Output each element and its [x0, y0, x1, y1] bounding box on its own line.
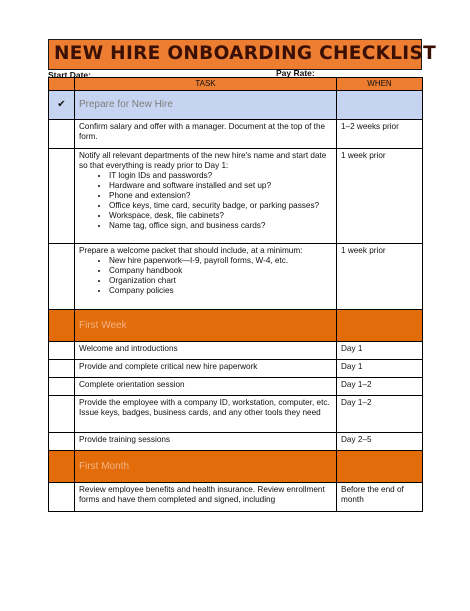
- header-check-cell: [49, 78, 75, 91]
- task-cell: Provide the employee with a company ID, workstation, computer, etc. Issue keys, badges, business cards, and any other tools they need: [75, 396, 337, 433]
- table-row: [49, 360, 423, 378]
- task-text: Prepare a welcome packet that should include, at a minimum:: [79, 246, 303, 255]
- list-item: • Phone and extension?: [109, 191, 332, 201]
- list-item: • Workspace, desk, file cabinets?: [109, 211, 332, 221]
- task-cell: [75, 244, 337, 310]
- list-item: • Organization chart: [109, 276, 332, 286]
- task-cell: Review employee benefits and health insurance. Review enrollment forms and have them completed and signed, including: [75, 483, 337, 512]
- task-cell: [75, 149, 337, 244]
- when-cell: Day 2–5: [337, 433, 423, 451]
- table-header-row: [49, 78, 423, 91]
- section-row-prepare: [49, 91, 423, 120]
- when-cell: Day 1: [337, 360, 423, 378]
- when-cell: Before the end of month: [337, 483, 423, 512]
- table-row: [49, 149, 423, 244]
- header-when: WHEN: [337, 78, 423, 91]
- section-empty-cell: [337, 91, 423, 120]
- list-item: • New hire paperwork—I-9, payroll forms, W-4, etc.: [109, 256, 332, 266]
- section-label-first-month: First Month: [75, 451, 337, 483]
- list-item: • Company policies: [109, 286, 332, 296]
- task-item-list: [79, 171, 332, 231]
- title-banner: [48, 39, 437, 70]
- list-item: • Hardware and software installed and set up?: [109, 181, 332, 191]
- check-cell: [49, 342, 75, 360]
- section-empty-cell: [337, 310, 423, 342]
- section-row-first-week: [49, 310, 423, 342]
- table-row: [49, 342, 423, 360]
- list-item: • Office keys, time card, security badge, or parking passes?: [109, 201, 332, 211]
- task-cell: Complete orientation session: [75, 378, 337, 396]
- check-cell: [49, 244, 75, 310]
- section-label-prepare: Prepare for New Hire: [75, 91, 337, 120]
- checkmark-icon: ✔: [49, 91, 75, 120]
- when-cell: 1 week prior: [337, 244, 423, 310]
- when-cell: 1–2 weeks prior: [337, 120, 423, 149]
- list-item: • IT login IDs and passwords?: [109, 171, 332, 181]
- table-row: [49, 378, 423, 396]
- section-empty-cell: [49, 310, 75, 342]
- check-cell: [49, 378, 75, 396]
- section-empty-cell: [49, 451, 75, 483]
- header-task: TASK: [75, 78, 337, 91]
- table-row: [49, 244, 423, 310]
- check-cell: [49, 396, 75, 433]
- start-date-label: Start Date:: [48, 71, 91, 77]
- table-row: [49, 433, 423, 451]
- check-cell: [49, 483, 75, 512]
- when-cell: 1 week prior: [337, 149, 423, 244]
- check-cell: [49, 120, 75, 149]
- list-item: • Company handbook: [109, 266, 332, 276]
- task-cell: Welcome and introductions: [75, 342, 337, 360]
- list-item: • Name tag, office sign, and business cards?: [109, 221, 332, 231]
- table-row: [49, 483, 423, 512]
- task-cell: Provide and complete critical new hire paperwork: [75, 360, 337, 378]
- section-label-first-week: First Week: [75, 310, 337, 342]
- when-cell: Day 1–2: [337, 378, 423, 396]
- task-cell: Provide training sessions: [75, 433, 337, 451]
- when-cell: Day 1: [337, 342, 423, 360]
- task-item-list: [79, 256, 332, 296]
- checklist-table: [48, 77, 423, 512]
- when-cell: Day 1–2: [337, 396, 423, 433]
- table-row: [49, 120, 423, 149]
- table-row: [49, 396, 423, 433]
- check-cell: [49, 360, 75, 378]
- task-text: Notify all relevant departments of the new hire's name and start date so that everything is ready prior to Day 1:: [79, 151, 327, 170]
- section-row-first-month: [49, 451, 423, 483]
- section-empty-cell: [337, 451, 423, 483]
- check-cell: [49, 149, 75, 244]
- check-cell: [49, 433, 75, 451]
- task-cell: Confirm salary and offer with a manager. Document at the top of the form.: [75, 120, 337, 149]
- document-title: NEW HIRE ONBOARDING CHECKLIST: [54, 43, 437, 64]
- pay-rate-label: Pay Rate:: [276, 68, 315, 78]
